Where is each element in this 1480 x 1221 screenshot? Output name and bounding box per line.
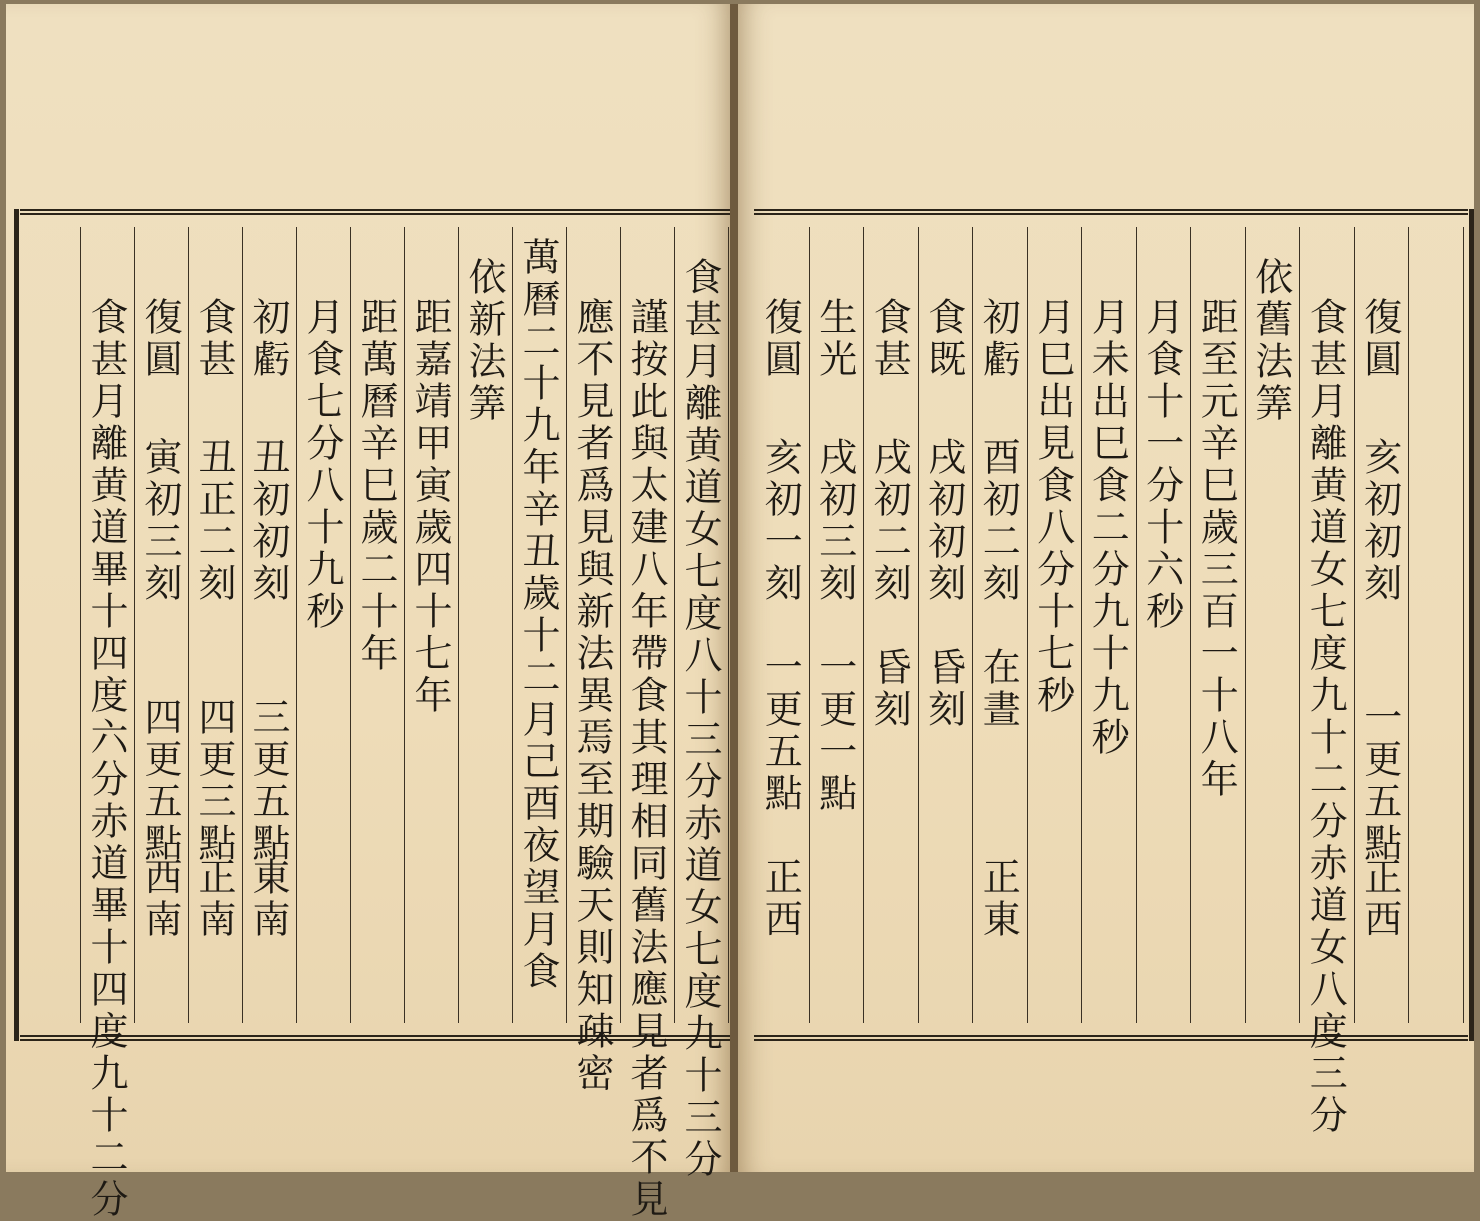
frame-edge	[14, 209, 19, 1041]
text-column	[1408, 227, 1464, 1023]
text-segment: 食既	[921, 297, 966, 381]
text-segment: 萬曆二十九年辛丑歲十二月己酉夜望月食	[516, 237, 560, 993]
text-column	[134, 227, 189, 1023]
text-segment: 月食七分八十九秒	[300, 297, 344, 633]
text-segment: 初虧	[976, 297, 1021, 381]
frame-edge	[1469, 209, 1474, 1041]
text-segment: 謹按此與太建八年帶食其理相同舊法應見者爲不見	[624, 297, 668, 1221]
text-segment: 正東	[976, 857, 1021, 941]
text-segment: 丑正二刻	[192, 437, 236, 605]
text-segment: 四更三點	[192, 697, 236, 865]
text-segment: 寅初三刻	[138, 437, 182, 605]
text-segment: 戌初二刻	[867, 437, 912, 605]
text-segment: 距萬曆辛巳歲二十年	[354, 297, 398, 675]
text-segment: 月未出巳食二分九十九秒	[1085, 297, 1130, 759]
text-segment: 一更一點	[812, 647, 857, 815]
text-column	[404, 227, 459, 1023]
text-segment: 距嘉靖甲寅歲四十七年	[408, 297, 452, 717]
text-segment: 戌初初刻	[921, 437, 966, 605]
left-page	[6, 4, 730, 1221]
text-column	[188, 227, 243, 1023]
text-segment: 昏刻	[921, 647, 966, 731]
text-column	[863, 227, 919, 1023]
text-column	[350, 227, 405, 1023]
text-segment: 復圓	[138, 297, 182, 381]
text-column	[754, 227, 810, 1023]
text-segment: 復圓	[758, 297, 803, 381]
text-segment: 復圓	[1357, 297, 1402, 381]
text-segment: 生光	[812, 297, 857, 381]
text-segment: 依舊法筭	[1248, 257, 1293, 425]
text-column	[620, 227, 675, 1221]
text-segment: 食甚	[867, 297, 912, 381]
text-column	[512, 227, 567, 1023]
text-column	[566, 227, 621, 1095]
text-segment: 一更五點	[758, 647, 803, 815]
text-column	[1245, 227, 1301, 1023]
text-segment: 在晝	[976, 647, 1021, 731]
text-column	[1081, 227, 1137, 1023]
text-column	[458, 227, 513, 1023]
text-segment: 食甚月離黄道女七度九十二分赤道女八度三分	[1303, 297, 1348, 1137]
text-segment: 酉初二刻	[976, 437, 1021, 605]
text-segment: 東南	[246, 857, 290, 941]
text-column	[26, 227, 81, 1023]
text-segment: 正南	[192, 857, 236, 941]
left-page-frame	[20, 209, 730, 1221]
text-segment: 月巳出見食八分十七秒	[1030, 297, 1075, 717]
text-column	[1190, 227, 1246, 1023]
text-column	[80, 227, 135, 1221]
text-column	[296, 227, 351, 1023]
text-segment: 戌初三刻	[812, 437, 857, 605]
text-segment: 初虧	[246, 297, 290, 381]
text-column	[1354, 227, 1410, 1023]
text-segment: 食甚月離黄道畢十四度六分赤道畢十四度九十二分	[84, 297, 128, 1221]
text-column	[972, 227, 1028, 1023]
text-segment: 食甚	[192, 297, 236, 381]
text-column	[918, 227, 974, 1023]
text-segment: 四更五點	[138, 697, 182, 865]
text-column	[809, 227, 865, 1023]
text-column	[1027, 227, 1083, 1023]
text-column	[242, 227, 297, 1023]
text-segment: 依新法筭	[462, 257, 506, 425]
text-segment: 三更五點	[246, 697, 290, 865]
text-segment: 亥初一刻	[758, 437, 803, 605]
text-segment: 應不見者爲見與新法異焉至期驗天則知疎密	[570, 297, 614, 1095]
text-segment: 西南	[138, 857, 182, 941]
text-segment: 食甚月離黄道女七度八十三分赤道女七度九十三分	[678, 257, 722, 1181]
text-segment: 正西	[758, 857, 803, 941]
text-column	[1299, 227, 1355, 1137]
text-segment: 正西	[1357, 857, 1402, 941]
text-column	[674, 227, 729, 1181]
open-book	[6, 4, 1474, 1221]
text-segment: 亥初初刻	[1357, 437, 1402, 605]
text-segment: 距至元辛巳歲三百一十八年	[1194, 297, 1239, 801]
text-segment: 一更五點	[1357, 697, 1402, 865]
text-column	[1136, 227, 1192, 1023]
text-segment: 月食十一分十六秒	[1139, 297, 1184, 633]
right-page-frame	[754, 209, 1468, 1137]
book-gutter	[730, 4, 738, 1172]
text-segment: 丑初初刻	[246, 437, 290, 605]
text-segment: 昏刻	[867, 647, 912, 731]
right-page	[738, 4, 1474, 1172]
